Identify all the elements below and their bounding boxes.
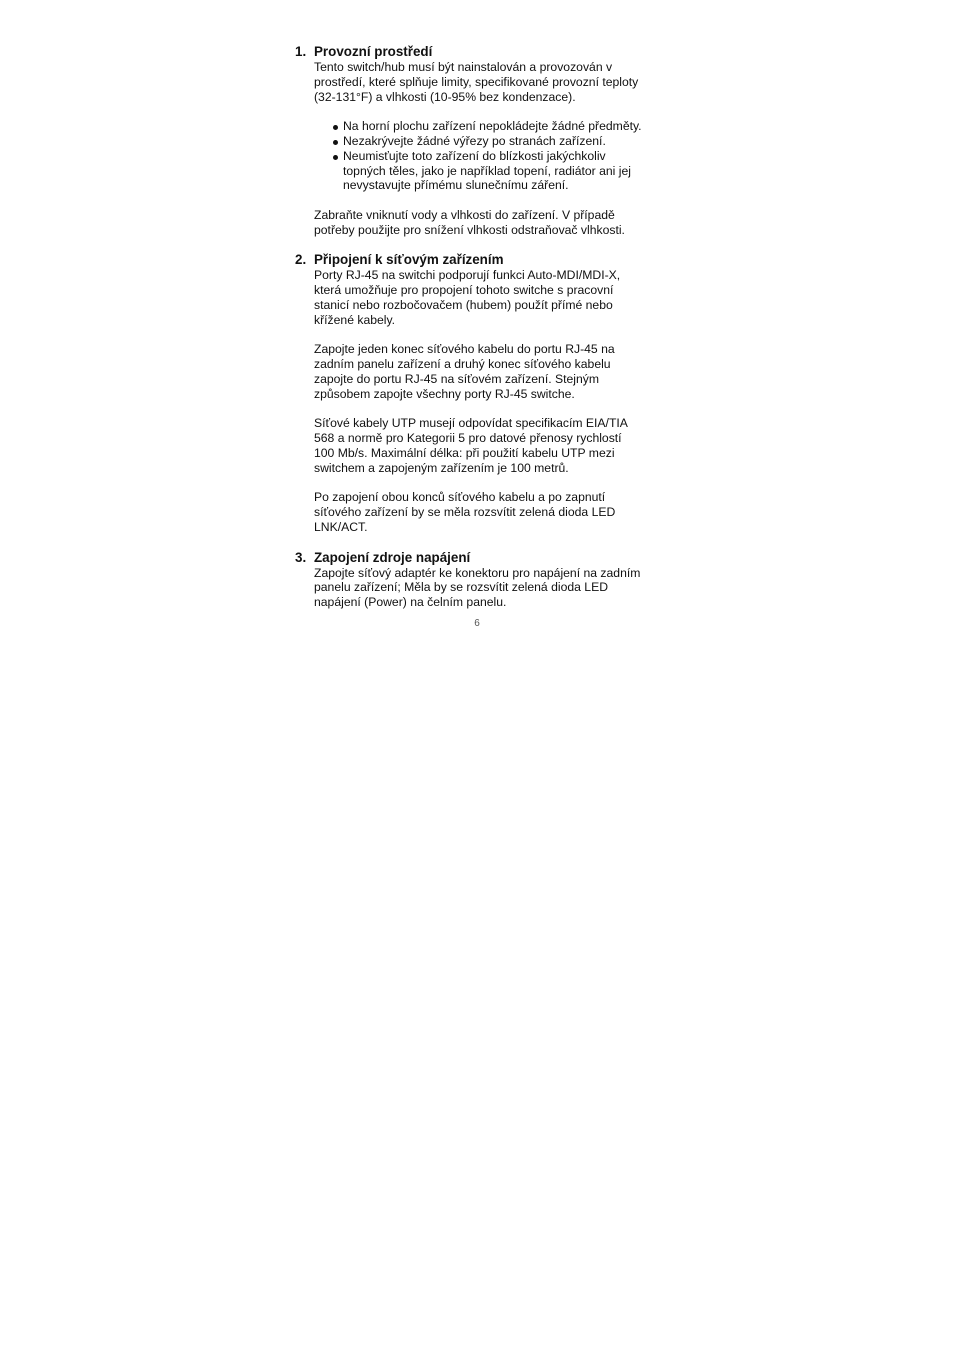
list-item [343,134,675,149]
section-heading [295,44,675,60]
section-network-connection [295,252,675,534]
paragraph: Tento switch/hub musí být nainstalován a provozován v prostředí, které splňuje limity, specifikované provozní teploty (32-131°F) a vlhkosti (10-95% bez kondenzace). [314,60,639,104]
list-item-text: Neumisťujte toto zařízení do blízkosti jakýchkoliv topných těles, jako je například topení, radiátor ani jej nevystavujte přímému slunečnímu záření. [343,148,631,193]
paragraph: Zapojte síťový adaptér ke konektoru pro napájení na zadním panelu zařízení; Měla by se rozsvítit zelená dioda LED napájení (Power) na čelním panelu. [314,565,641,610]
section-operating-environment [295,44,675,238]
paragraph: Porty RJ-45 na switchi podporují funkci Auto-MDI/MDI-X, která umožňuje pro propojení tohoto switche s pracovní stanicí nebo rozbočovačem (hubem) použít přímé nebo křížené kabely. [314,268,621,327]
paragraph: Zapojte jeden konec síťového kabelu do portu RJ-45 na zadním panelu zařízení a druhý konec síťového kabelu zapojte do portu RJ-45 na síťovém zařízení. Stejným způsobem zapojte všechny porty RJ-45 switche. [314,342,615,401]
list-item-text: Nezakrývejte žádné výřezy po stranách zařízení. [343,133,606,148]
bullet-icon [333,155,338,160]
paragraph: Síťové kabely UTP musejí odpovídat specifikacím EIA/TIA 568 a normě pro Kategorii 5 pro datové přenosy rychlostí 100 Mb/s. Maximální délka: při použití kabelu UTP mezi switchem a zapojeným zařízením je 100 metrů. [314,416,628,475]
section-number: 2. [295,252,307,268]
paragraph: Zabraňte vniknutí vody a vlhkosti do zařízení. V případě potřeby použijte pro snížení vlhkosti odstraňovač vlhkosti. [314,207,625,237]
section-number: 1. [295,44,307,59]
section-heading [295,252,675,268]
list-item-text: Na horní plochu zařízení nepokládejte žádné předměty. [343,119,642,134]
bullet-icon [333,125,338,130]
page-number: 6 [474,618,480,629]
paragraph: Po zapojení obou konců síťového kabelu a po zapnutí síťového zařízení by se měla rozsvítit zelená dioda LED LNK/ACT. [314,490,616,534]
section-power-connection [295,550,675,610]
document-page [295,44,675,610]
section-number: 3. [295,549,307,565]
list-item [343,119,675,134]
section-title: Připojení k síťovým zařízením [314,252,504,268]
bullet-list [314,119,675,193]
section-title: Provozní prostředí [314,44,433,59]
section-heading [295,550,675,566]
section-title: Zapojení zdroje napájení [314,549,471,565]
bullet-icon [333,140,338,145]
list-item [343,149,675,193]
